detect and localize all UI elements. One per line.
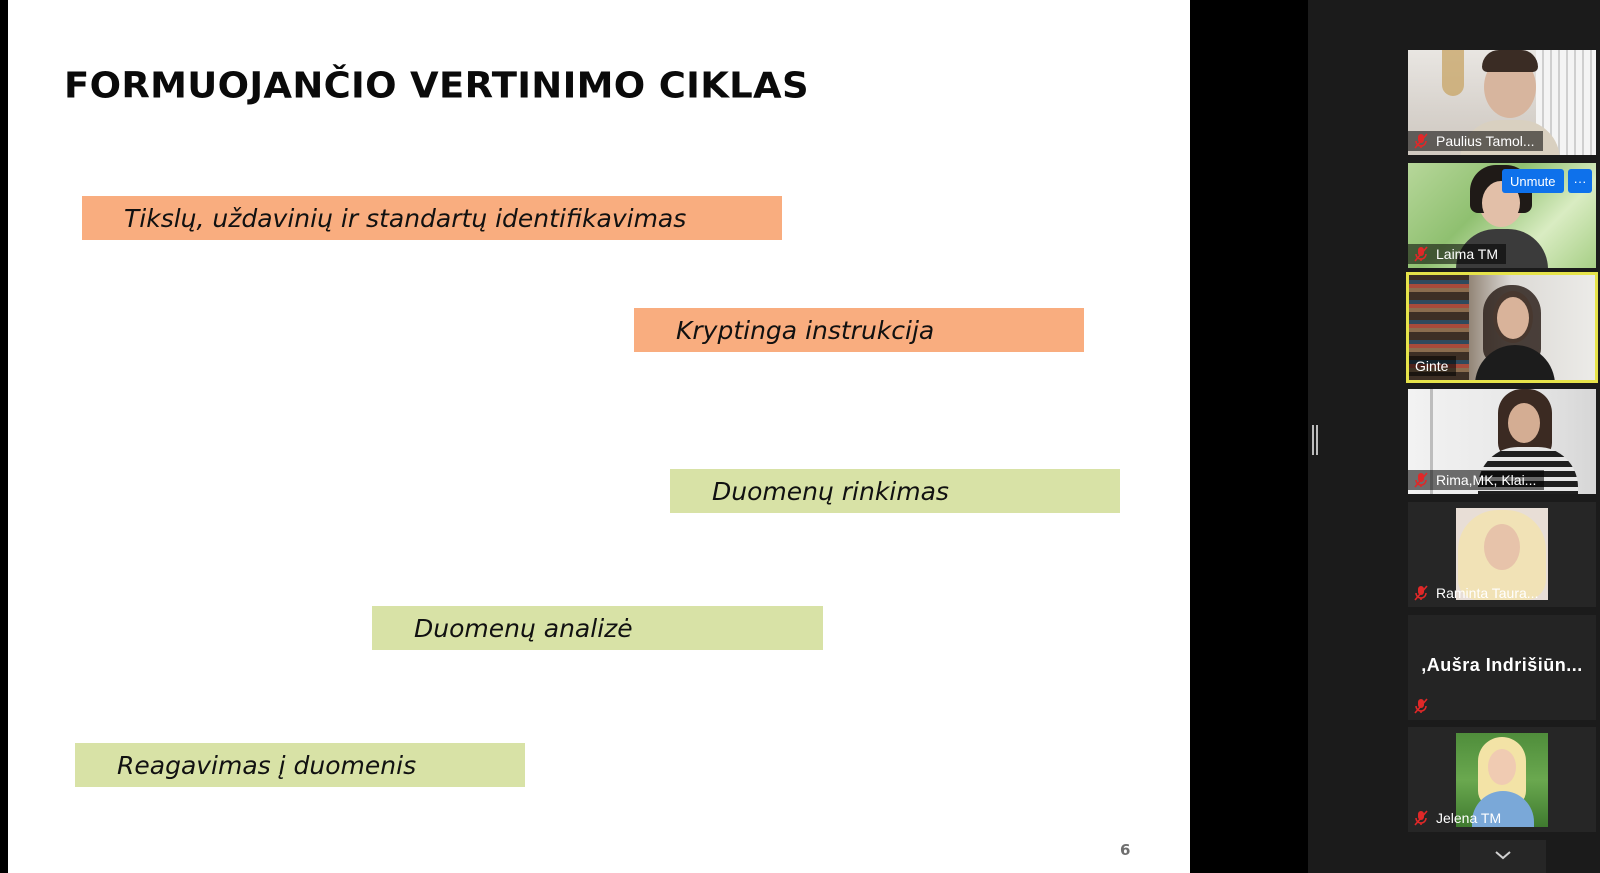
participant-name: Ginte (1415, 358, 1449, 374)
participant-name-bar (1409, 356, 1456, 376)
mic-muted-icon (1412, 471, 1430, 489)
participant-tile[interactable] (1408, 502, 1596, 607)
mic-muted-icon (1412, 132, 1430, 150)
cycle-step-data-collection: Duomenų rinkimas (670, 469, 1120, 513)
participant-tile[interactable] (1408, 389, 1596, 494)
participant-name-bar (1408, 808, 1509, 828)
mic-muted-icon (1412, 809, 1430, 827)
share-gap (1190, 0, 1308, 873)
splitter-handle-icon[interactable] (1312, 425, 1318, 455)
participant-tile-active-speaker[interactable] (1406, 272, 1598, 383)
mic-muted-icon (1412, 697, 1430, 715)
participant-display-name: ,Aušra Indrišiūn... (1421, 655, 1583, 675)
participant-name-bar (1408, 244, 1506, 264)
mic-muted-icon (1412, 584, 1430, 602)
shared-slide (8, 0, 1190, 873)
participant-tile[interactable] (1408, 727, 1596, 832)
slide-title: FORMUOJANČIO VERTINIMO CIKLAS (64, 65, 809, 106)
participant-name: Raminta Taura... (1436, 585, 1539, 601)
participant-tile[interactable] (1408, 163, 1596, 268)
scroll-down-button[interactable] (1460, 840, 1546, 873)
more-options-button[interactable]: ··· (1568, 169, 1592, 193)
chevron-down-icon (1494, 848, 1512, 866)
participant-name: Laima TM (1436, 246, 1498, 262)
cycle-step-response: Reagavimas į duomenis (75, 743, 525, 787)
participant-tile-video-off[interactable] (1408, 615, 1596, 720)
participant-name-bar (1408, 583, 1546, 603)
slide-page-number: 6 (1120, 841, 1131, 859)
participant-name: Paulius Tamol... (1436, 133, 1535, 149)
cycle-step-instruction: Kryptinga instrukcija (634, 308, 1084, 352)
participant-name: Jelena TM (1436, 810, 1502, 826)
cycle-step-data-analysis: Duomenų analizė (372, 606, 823, 650)
unmute-button[interactable]: Unmute (1502, 169, 1564, 193)
participant-name: Rima,MK, Klai... (1436, 472, 1537, 488)
mic-muted-icon (1412, 245, 1430, 263)
participant-name-bar (1408, 131, 1543, 151)
participant-name-bar (1408, 470, 1544, 490)
cycle-step-goals: Tikslų, uždavinių ir standartų identifikavimas (82, 196, 782, 240)
participant-name-bar (1408, 696, 1444, 716)
share-frame-edge (0, 0, 8, 873)
participant-tile[interactable] (1408, 50, 1596, 155)
